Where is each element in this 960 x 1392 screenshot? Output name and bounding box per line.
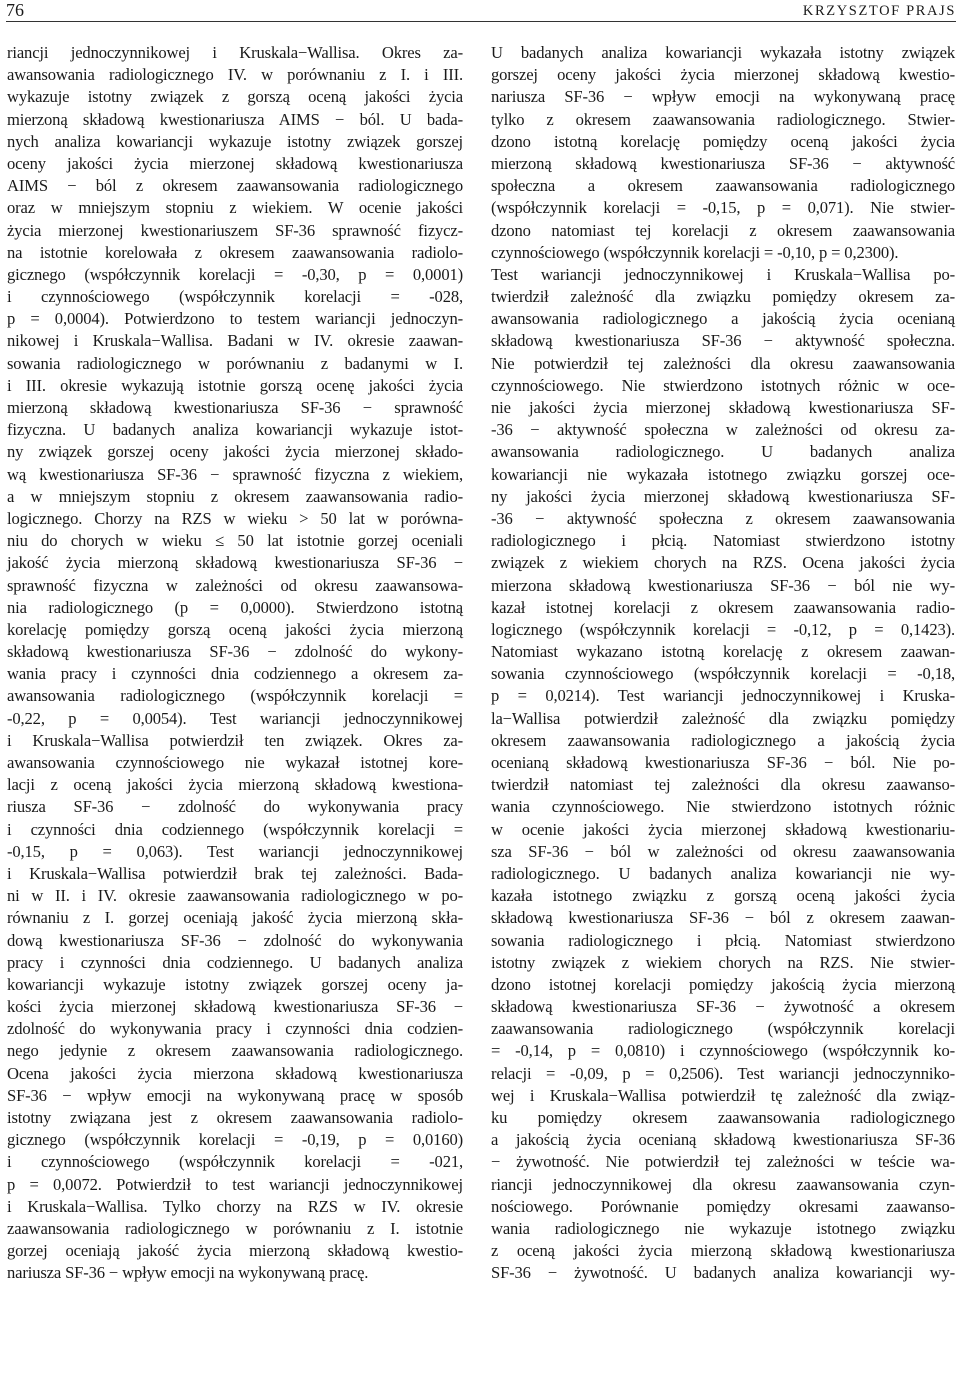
text-line: dową kwestionariusza SF-36 − zdolność do wykonywania	[7, 930, 463, 950]
text-line: logicznego (współczynnik korelacji = -0,12, p = 0,1423).	[491, 619, 955, 639]
text-line: pracy i czynności dnia codziennego. U badanych analiza	[7, 952, 463, 972]
text-line: mierzoną składową kwestionariusza AIMS − ból. U bada-	[7, 109, 463, 129]
right-column	[491, 42, 955, 1285]
text-line: kazała istotnego związku z gorszą oceną jakości życia	[491, 886, 955, 906]
text-line: z oceną jakości życia mierzoną składową kwestionariusza	[491, 1241, 955, 1261]
text-line: społeczna a okresem zaawansowania radiologicznego	[491, 176, 955, 196]
text-line: radiologicznego. U badanych analiza kowariancji nie wy-	[491, 863, 955, 883]
text-line: i III. okresie wykazują istotnie gorszą ocenę jakości życia	[7, 375, 463, 395]
page-header	[6, 0, 956, 20]
running-head-author: KRZYSZTOF PRAJS	[802, 3, 956, 19]
text-line: życia mierzonej kwestionariuszem SF-36 sprawność fizycz-	[7, 220, 463, 240]
text-line: ocenianą składową kwestionariusza SF-36 − ból. Nie po-	[491, 753, 955, 772]
text-line: awansowania czynnościowego nie wykazał istotnej kore-	[7, 753, 463, 772]
text-line: kowariancji wykazuje istotny związek gorszej oceny ja-	[7, 974, 463, 994]
text-line: sowania radiologicznego w porównaniu z badanymi w I.	[7, 353, 463, 373]
text-line: w ocenie jakości życia mierzonej składową kwestionariu-	[491, 819, 955, 839]
text-line: wania radiologicznego nie wykazuje istotnego związku	[491, 1218, 955, 1238]
text-line: zaawansowania radiologicznego (współczynnik korelacji	[491, 1019, 955, 1039]
text-line: sowania radiologicznego i płcią. Natomiast stwierdzono	[491, 930, 955, 950]
text-line: i Kruskala−Wallisa potwierdził brak tej zależności. Bada-	[7, 863, 463, 883]
text-line: a jakością życia ocenianą składową kwestionariusza SF-36	[491, 1130, 955, 1150]
text-line: i czynności dnia codziennego (współczynnik korelacji =	[7, 819, 463, 839]
text-line: -36 − aktywność społeczna z okresem zaawansowania	[491, 508, 955, 528]
text-line: SF-36 − wpływ emocji na wykonywaną pracę w sposób	[7, 1085, 463, 1105]
text-line: istotny związek z wiekiem chorych na RZS. Nie stwier-	[491, 952, 955, 972]
text-line: p = 0,0004). Potwierdzono to testem wariancji jednoczyn-	[7, 309, 463, 329]
text-line: równaniu z I. gorzej oceniają jakość życia mierzoną skła-	[7, 908, 463, 928]
text-line: zdolność do wykonywania pracy i czynności dnia codzien-	[7, 1019, 463, 1039]
text-line: kości życia mierzonej składową kwestionariusza SF-36 −	[7, 997, 463, 1017]
text-line: riancji jednoczynnikowej i Kruskala−Wallisa. Okres za-	[7, 43, 463, 62]
text-line: czynnościowego (współczynnik korelacji = -0,10, p = 0,2300).	[491, 242, 899, 262]
text-line: lacji z oceną jakości życia mierzoną składową kwestiona-	[7, 775, 463, 795]
text-line: AIMS − ból z okresem zaawansowania radiologicznego	[7, 176, 463, 196]
text-line: składową kwestionariusza SF-36 − aktywność społeczna.	[491, 331, 955, 351]
header-rule	[6, 21, 956, 22]
text-line: dzono istotną korelację pomiędzy oceną jakości życia	[491, 131, 955, 151]
text-line: awansowania radiologicznego a jakością życia ocenianą	[491, 309, 955, 329]
text-line: okresem zaawansowania radiologicznego a jakością życia	[491, 730, 955, 750]
text-line: wania pracy i czynności dnia codziennego a okresem za-	[7, 664, 463, 684]
text-line: p = 0,0072. Potwierdził to test wariancji jednoczynnikowej	[7, 1174, 463, 1194]
text-line: oceny jakości życia mierzonej składową kwestionariusza	[7, 153, 463, 173]
text-line: twierdził zależność dla związku pomiędzy okresem za-	[491, 287, 955, 307]
text-line: wykazuje istotny związek z gorszą oceną jakości życia	[7, 87, 463, 107]
text-line: awansowania radiologicznego (współczynnik korelacji =	[7, 686, 463, 706]
text-line: mierzoną składową kwestionariusza SF-36 − sprawność	[7, 398, 463, 417]
text-line: oraz w mniejszym stopniu z wiekiem. W ocenie jakości	[7, 198, 463, 218]
text-line: składową kwestionariusza SF-36 − zdolność do wykony-	[7, 642, 463, 662]
text-line: a w mniejszym stopniu z okresem zaawansowania radio-	[7, 486, 463, 506]
page-number: 76	[6, 0, 24, 20]
text-line: jakość życia mierzoną składową kwestionariusza SF-36 −	[7, 553, 463, 573]
text-line: sza SF-36 − ból w zależności od okresu zaawansowania	[491, 841, 955, 861]
text-line: ku pomiędzy okresem zaawansowania radiologicznego	[491, 1108, 955, 1127]
text-line: nariusza SF-36 − wpływ emocji na wykonywaną pracę.	[7, 1263, 369, 1283]
text-line: radiologicznego i płcią. Natomiast stwierdzono istotny	[491, 531, 955, 551]
text-line: gicznego (współczynnik korelacji = -0,19, p = 0,0160)	[7, 1130, 463, 1150]
text-line: la−Wallisa potwierdził zależność dla związku pomiędzy	[491, 708, 955, 728]
text-line: Nie potwierdził tej zależności dla okresu zaawansowania	[491, 353, 955, 373]
text-line: mierzona składową kwestionariusza SF-36 − ból nie wy-	[491, 575, 955, 595]
text-line: = -0,14, p = 0,0810) i czynnościowego (współczynnik ko-	[491, 1041, 955, 1061]
text-line: ni w II. i IV. okresie zaawansowania radiologicznego w po-	[7, 886, 463, 906]
text-line: czynnościowego. Nie stwierdzono istotnych różnic w oce-	[491, 375, 955, 395]
text-line: awansowania radiologicznego IV. w porównaniu z I. i III.	[7, 65, 463, 85]
text-line: kazał istotnej korelacji z okresem zaawansowania radio-	[491, 597, 955, 617]
text-line: składową kwestionariusza SF-36 − ból z okresem zaawan-	[491, 908, 955, 928]
text-line: U badanych analiza kowariancji wykazała istotny związek	[491, 43, 955, 62]
text-line: fizyczna. U badanych analiza kowariancji wykazuje istot-	[7, 420, 463, 440]
text-line: mierzoną składową kwestionariusza SF-36 − aktywność	[491, 153, 955, 173]
text-line: kowariancji nie wykazała istotnego związku gorszej oce-	[491, 464, 955, 484]
text-line: związek z wiekiem chorych na RZS. Ocena jakości życia	[491, 553, 955, 573]
text-line: p = 0,0214). Test wariancji jednoczynnikowej i Kruska-	[491, 686, 955, 706]
text-line: i czynnościowego (współczynnik korelacji = -028,	[7, 287, 463, 307]
text-line: − żywotność. Nie potwierdził tej zależności w teście wa-	[491, 1152, 955, 1172]
text-line: dzono natomiast tej korelacji z okresem zaawansowania	[491, 220, 955, 240]
text-line: -36 − aktywność społeczna w zależności od okresu za-	[491, 420, 955, 440]
text-line: istotny związana jest z okresem zaawansowania radiolo-	[7, 1108, 463, 1127]
text-line: ny związek gorszej oceny jakości życia mierzonej składo-	[7, 442, 463, 462]
text-line: sprawność fizyczna w zależności od okresu zaawansowa-	[7, 575, 463, 595]
text-line: nych analiza kowariancji wykazuje istotny związek gorszej	[7, 131, 463, 151]
text-line: sowania czynnościowego (współczynnik korelacji = -0,18,	[491, 664, 955, 684]
text-line: i Kruskala−Wallisa. Tylko chorzy na RZS w IV. okresie	[7, 1196, 463, 1216]
text-line: Ocena jakości życia mierzona składową kwestionariusza	[7, 1063, 463, 1083]
text-line: SF-36 − żywotność. U badanych analiza kowariancji wy-	[491, 1263, 955, 1283]
text-line: nościowego. Porównanie pomiędzy okresami zaawanso-	[491, 1196, 955, 1216]
text-line: logicznego. Chorzy na RZS w wieku > 50 lat w porówna-	[7, 508, 463, 528]
text-line: korelację pomiędzy gorszą oceną jakości życia mierzoną	[7, 619, 463, 639]
text-line: riusza SF-36 − zdolność do wykonywania pracy	[7, 797, 463, 817]
text-line: nego jedynie z okresem zaawansowania radiologicznego.	[7, 1041, 463, 1061]
text-line: ny jakości życia mierzonej składową kwestionariusza SF-	[491, 486, 955, 506]
text-line: gicznego (współczynnik korelacji = -0,30, p = 0,0001)	[7, 264, 463, 284]
text-line: składową kwestionariusza SF-36 − żywotność a okresem	[491, 997, 955, 1017]
text-line: (współczynnik korelacji = -0,15, p = 0,071). Nie stwier-	[491, 198, 955, 218]
text-line: wania czynnościowego. Nie stwierdzono istotnych różnic	[491, 797, 955, 817]
text-line: Natomiast wykazano istotną korelację z okresem zaawan-	[491, 642, 955, 662]
text-line: nia radiologicznego (p = 0,0000). Stwierdzono istotną	[7, 597, 463, 617]
text-line: tylko z okresem zaawansowania radiologicznego. Stwier-	[491, 109, 955, 129]
text-line: wą kwestionariusza SF-36 − sprawność fizyczna z wiekiem,	[7, 464, 463, 484]
left-column	[7, 42, 463, 1285]
text-line: relacji = -0,09, p = 0,2506). Test wariancji jednoczynniko-	[491, 1063, 955, 1083]
text-line: nariusza SF-36 − wpływ emocji na wykonywaną pracę	[491, 87, 955, 107]
text-line: riancji jednoczynnikowej dla okresu zaawansowania czyn-	[491, 1174, 955, 1194]
text-line: nikowej i Kruskala−Wallisa. Badani w IV. okresie zaawan-	[7, 331, 463, 351]
text-line: i Kruskala−Wallisa potwierdził ten związek. Okres za-	[7, 730, 463, 750]
text-line: Test wariancji jednoczynnikowej i Kruskala−Wallisa po-	[491, 264, 955, 284]
text-line: dzono istotnej korelacji pomiędzy jakością życia mierzoną	[491, 974, 955, 994]
text-line: gorszej oceny jakości życia mierzonej składową kwestio-	[491, 65, 955, 85]
text-line: gorzej oceniają jakość życia mierzoną składową kwestio-	[7, 1241, 463, 1261]
text-line: twierdził natomiast tej zależności dla okresu zaawanso-	[491, 775, 955, 795]
text-line: nie jakości życia mierzonej składową kwestionariusza SF-	[491, 398, 955, 417]
text-line: -0,15, p = 0,063). Test wariancji jednoczynnikowej	[7, 841, 463, 861]
text-line: niu do chorych w wieku ≤ 50 lat istotnie gorzej oceniali	[7, 531, 463, 551]
text-line: -0,22, p = 0,0054). Test wariancji jednoczynnikowej	[7, 708, 463, 728]
text-line: na istotnie korelowała z okresem zaawansowania radiolo-	[7, 242, 463, 262]
text-line: wej i Kruskala−Wallisa potwierdził tę zależność dla związ-	[491, 1085, 955, 1105]
text-line: zaawansowania radiologicznego w porównaniu z I. istotnie	[7, 1218, 463, 1238]
text-line: i czynnościowego (współczynnik korelacji = -021,	[7, 1152, 463, 1172]
text-line: awansowania radiologicznego. U badanych analiza	[491, 442, 955, 462]
